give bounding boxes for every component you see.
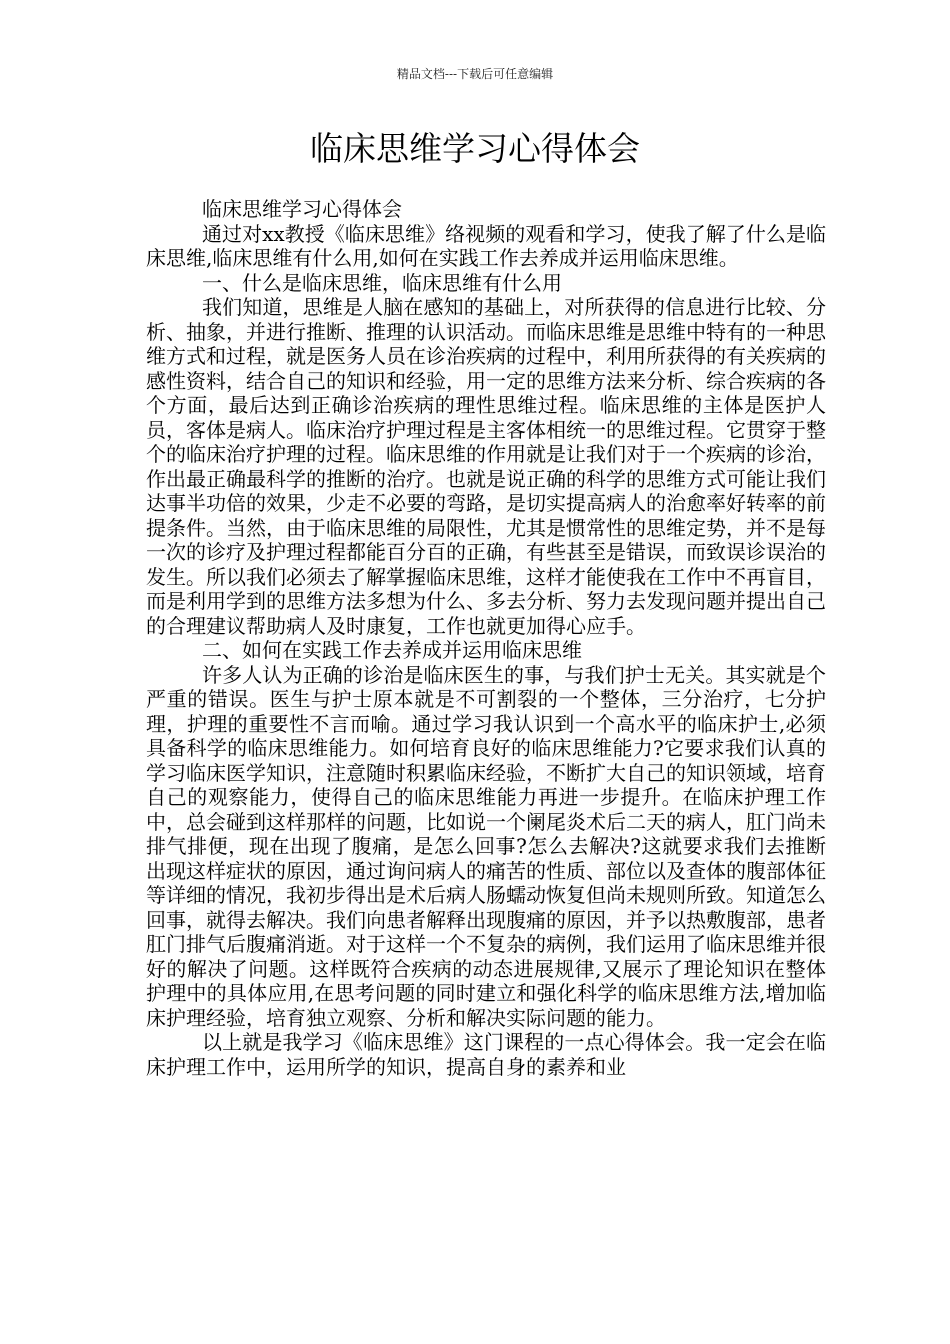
body-paragraph-1: 我们知道，思维是人脑在感知的基础上，对所获得的信息进行比较、分析、抽象，并进行推断、推理的认识活动。而临床思维是思维中特有的一种思维方式和过程，就是医务人员在诊治疾病的过程中，利用所获得的有关疾病的感性资料，结合自己的知识和经验，用一定的思维方法来分析、综合疾病的各个方面，最后达到正确诊治疾病的理性思维过程。临床思维的主体是医护人员，客体是病人。临床治疗护理过程是主客体相统一的思维过程。它贯穿于整个的临床治疗护理的过程。临床思维的作用就是让我们对于一个疾病的诊治，作出最正确最科学的推断的治疗。也就是说正确的科学的思维方式可能让我们达事半功倍的效果，少走不必要的弯路，是切实提高病人的治愈率好转率的前提条件。当然，由于临床思维的局限性，尤其是惯常性的思维定势，并不是每一次的诊疗及护理过程都能百分百的正确，有些甚至是错误，而致误诊误治的发生。所以我们必须去了解掌握临床思维，这样才能使我在工作中不再盲目，而是利用学到的思维方法多想为什么、多去分析、努力去发现问题并提出自己的合理建议帮助病人及时康复，工作也就更加得心应手。 <box>146 295 826 638</box>
document-title: 临床思维学习心得体会 <box>310 129 640 168</box>
closing-paragraph: 以上就是我学习《临床思维》这门课程的一点心得体会。我一定会在临床护理工作中，运用所学的知识，提高自身的素养和业 <box>146 1030 826 1079</box>
section-heading-2: 二、如何在实践工作去养成并运用临床思维 <box>202 638 582 662</box>
subtitle-paragraph: 临床思维学习心得体会 <box>202 197 402 221</box>
document-body <box>146 197 826 1079</box>
intro-paragraph: 通过对xx教授《临床思维》络视频的观看和学习，使我了解了什么是临床思维,临床思维有什么用,如何在实践工作去养成并运用临床思维。 <box>146 221 826 270</box>
header-note: 精品文档---下载后可任意编辑 <box>396 67 554 81</box>
section-heading-1: 一、什么是临床思维，临床思维有什么用 <box>202 270 562 295</box>
body-paragraph-2: 许多人认为正确的诊治是临床医生的事，与我们护士无关。其实就是个严重的错误。医生与护士原本就是不可割裂的一个整体，三分治疗，七分护理，护理的重要性不言而喻。通过学习我认识到一个高水平的临床护士,必须具备科学的临床思维能力。如何培育良好的临床思维能力?它要求我们认真的学习临床医学知识，注意随时积累临床经验，不断扩大自己的知识领域，培育自己的观察能力，使得自己的临床思维能力再进一步提升。在临床护理工作中，总会碰到这样那样的问题，比如说一个阑尾炎术后二天的病人，肛门尚未排气排便，现在出现了腹痛，是怎么回事?怎么去解决?这就要求我们去推断出现这样症状的原因，通过询问病人的痛苦的性质、部位以及查体的腹部体征等详细的情况，我初步得出是术后病人肠蠕动恢复但尚未规则所致。知道怎么回事，就得去解决。我们向患者解释出现腹痛的原因，并予以热敷腹部，患者肛门排气后腹痛消逝。对于这样一个不复杂的病例，我们运用了临床思维并很好的解决了问题。这样既符合疾病的动态进展规律,又展示了理论知识在整体护理中的具体应用,在思考问题的同时建立和强化科学的临床思维方法,增加临床护理经验，培育独立观察、分析和解决实际问题的能力。 <box>146 662 826 1030</box>
